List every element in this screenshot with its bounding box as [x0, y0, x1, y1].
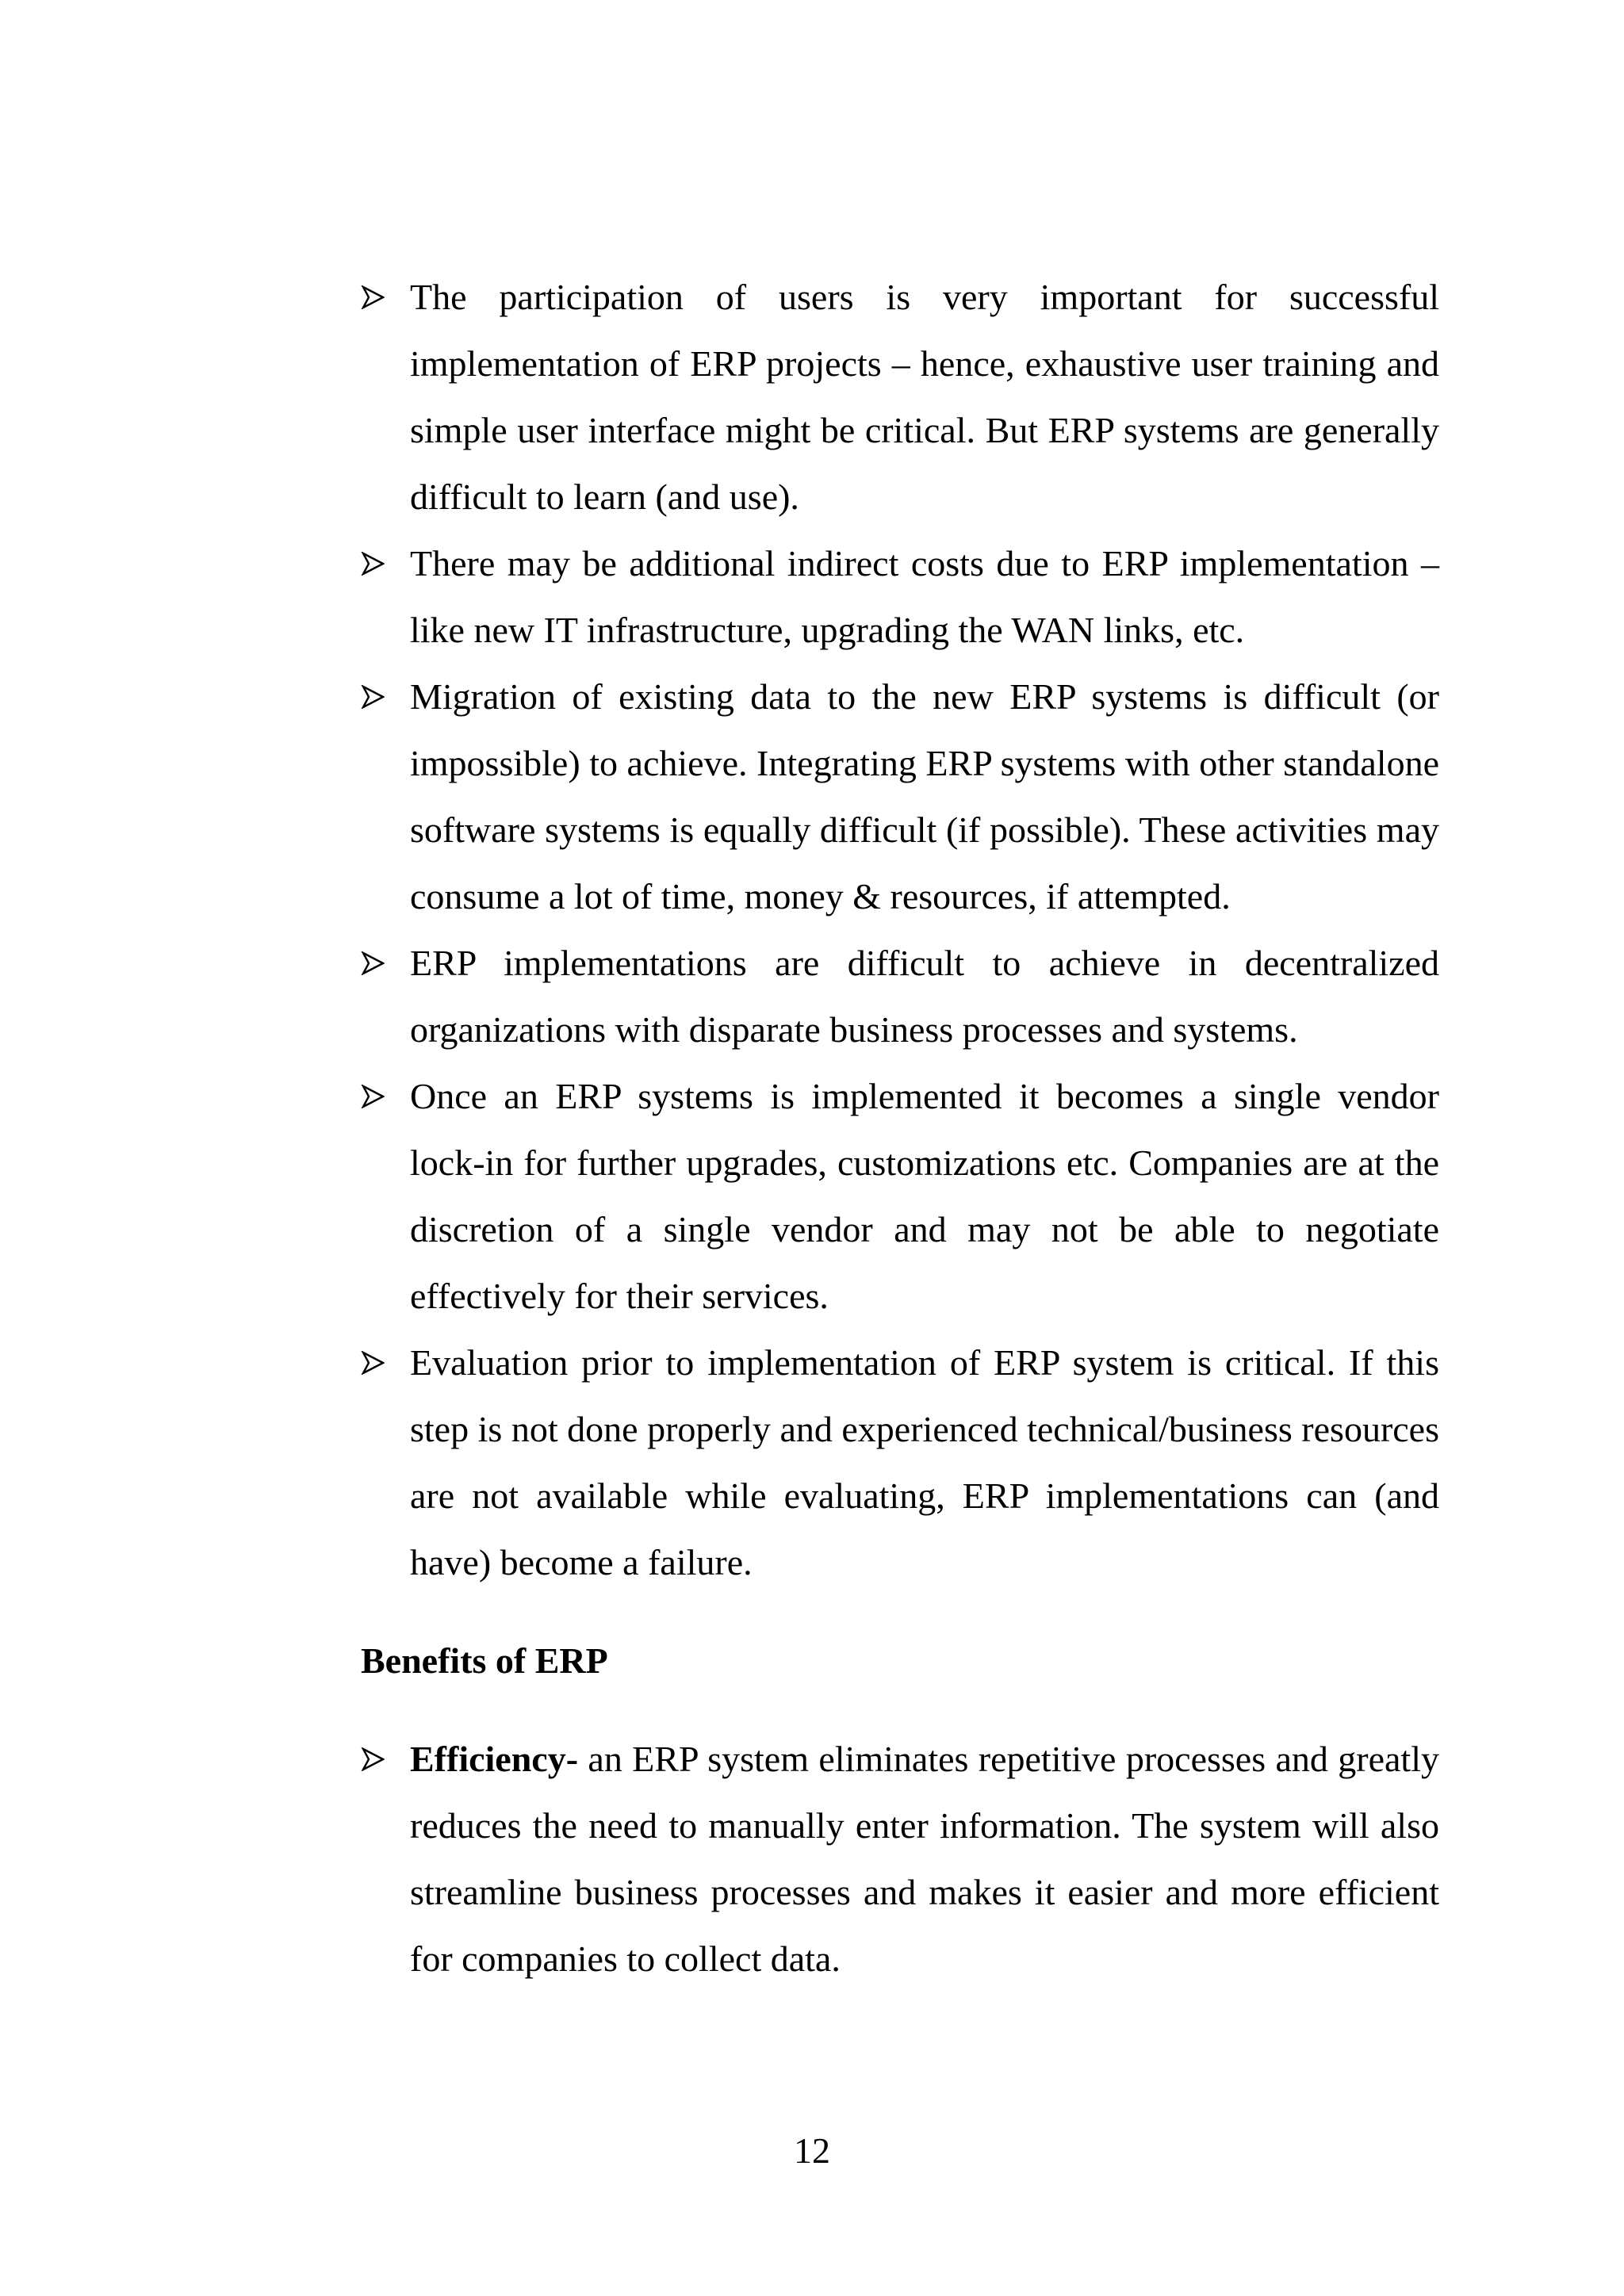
- list-item: [361, 1726, 1439, 1992]
- list-item-text: Migration of existing data to the new ERP systems is difficult (or impossible) to achieve. Integrating ERP systems with other standalone software systems is equally difficult (if possible). These activities may consume a lot of time, money & resources, if attempted.: [410, 676, 1439, 916]
- list-item-text: Once an ERP systems is implemented it becomes a single vendor lock-in for further upgrades, customizations etc. Companies are at the discretion of a single vendor and may not be able to negotiate effectively for their services.: [410, 1076, 1439, 1316]
- section-heading: Benefits of ERP: [361, 1640, 608, 1681]
- list-item: [361, 530, 1439, 664]
- list-item: [361, 930, 1439, 1063]
- list-item-text: The participation of users is very important for successful implementation of ERP projects – hence, exhaustive user training and simple user interface might be critical. But ERP systems are generally difficult to learn (and use).: [410, 277, 1439, 517]
- arrow-bullet-icon: [361, 1747, 385, 1771]
- list-item-text: ERP implementations are difficult to achieve in decentralized organizations with disparate business processes and systems.: [410, 943, 1439, 1050]
- drawbacks-list: [361, 264, 1439, 1596]
- list-item: [361, 264, 1439, 530]
- arrow-bullet-icon: [361, 1085, 385, 1108]
- arrow-bullet-icon: [361, 285, 385, 309]
- benefits-list: [361, 1726, 1439, 1992]
- list-item: [361, 664, 1439, 930]
- arrow-bullet-icon: [361, 951, 385, 975]
- page-number: 12: [794, 2130, 830, 2171]
- page-content: [361, 264, 1439, 1992]
- list-item: [361, 1330, 1439, 1596]
- benefit-lead: Efficiency-: [410, 1739, 579, 1779]
- arrow-bullet-icon: [361, 685, 385, 709]
- list-item-text: There may be additional indirect costs due to ERP implementation – like new IT infrastructure, upgrading the WAN links, etc.: [410, 543, 1439, 650]
- arrow-bullet-icon: [361, 1351, 385, 1375]
- benefit-text: an ERP system eliminates repetitive processes and greatly reduces the need to manually enter information. The system will also streamline business processes and makes it easier and more efficient for companies to collect data.: [410, 1739, 1439, 1979]
- list-item: [361, 1063, 1439, 1330]
- list-item-text: Evaluation prior to implementation of ERP system is critical. If this step is not done properly and experienced technical/business resources are not available while evaluating, ERP implementations can (and have) become a failure.: [410, 1342, 1439, 1582]
- arrow-bullet-icon: [361, 552, 385, 576]
